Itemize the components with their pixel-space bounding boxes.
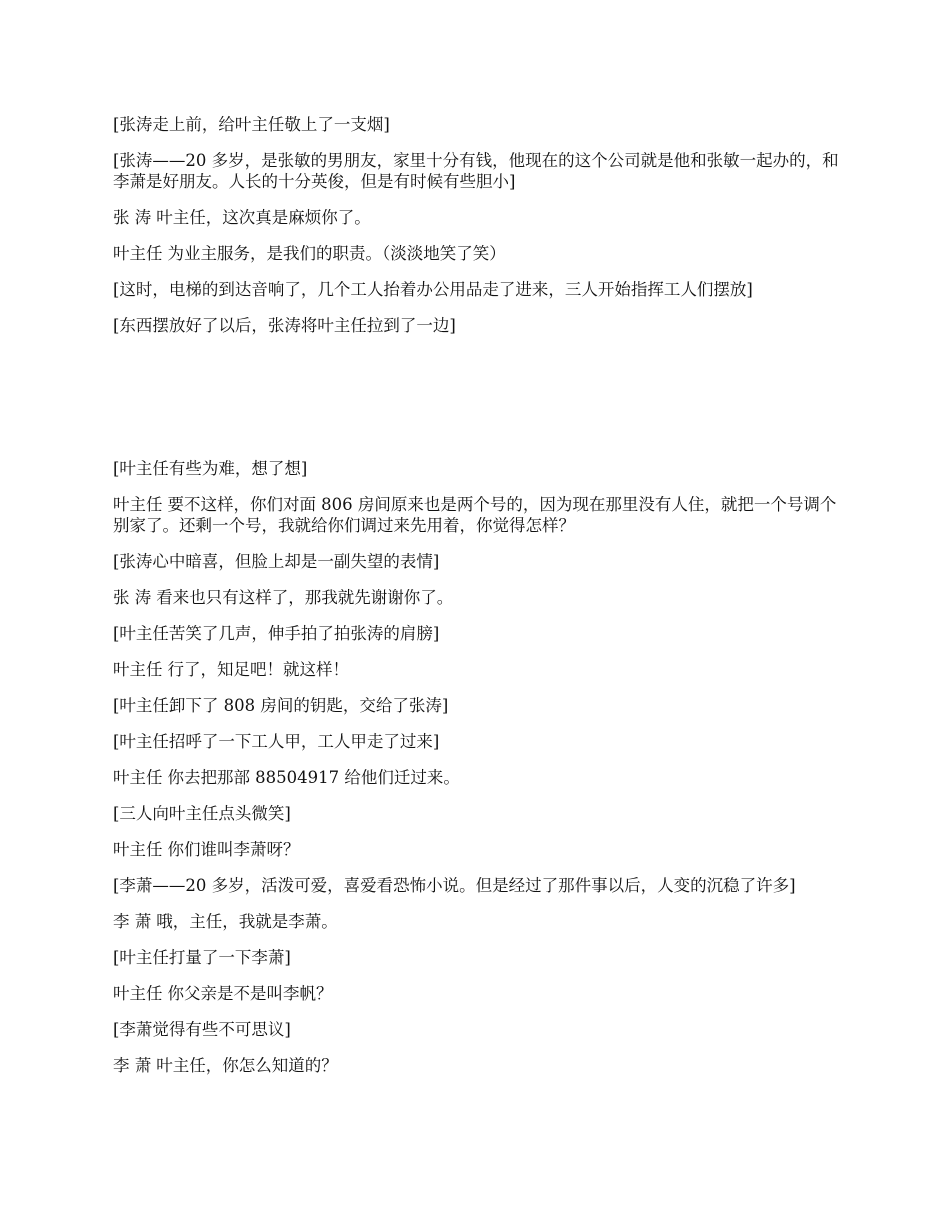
dialogue-line — [113, 839, 839, 860]
stage-direction: [张涛心中暗喜，但脸上却是一副失望的表情] — [113, 552, 440, 571]
dialogue-text: 行了，知足吧！就这样！ — [167, 660, 349, 679]
dialogue-text: 你们谁叫李萧呀？ — [167, 840, 300, 859]
dialogue-line — [113, 767, 839, 788]
dialogue-line — [113, 1055, 839, 1076]
dialogue-text: 你父亲是不是叫李帆？ — [167, 984, 333, 1003]
stage-direction: [东西摆放好了以后，张涛将叶主任拉到了一边] — [113, 316, 456, 335]
stage-direction: [叶主任卸下了 808 房间的钥匙，交给了张涛] — [113, 696, 449, 715]
dialogue-text: 为业主服务，是我们的职责。（淡淡地笑了笑） — [167, 244, 506, 263]
speaker-name: 叶主任 — [113, 660, 163, 679]
dialogue-text: 叶主任，这次真是麻烦你了。 — [156, 208, 371, 227]
script-section-2 — [113, 458, 839, 1091]
dialogue-line — [113, 494, 839, 536]
dialogue-line — [113, 587, 839, 608]
script-section-1 — [113, 114, 839, 351]
dialogue-line — [113, 243, 839, 264]
speaker-name: 李 萧 — [113, 1056, 152, 1075]
speaker-name: 叶主任 — [113, 495, 163, 514]
speaker-name: 李 萧 — [113, 912, 152, 931]
stage-direction: [叶主任有些为难，想了想] — [113, 459, 308, 478]
stage-direction: [叶主任苦笑了几声，伸手拍了拍张涛的肩膀] — [113, 624, 440, 643]
speaker-name: 张 涛 — [113, 208, 152, 227]
dialogue-text: 要不这样，你们对面 806 房间原来也是两个号的，因为现在那里没有人住，就把一个号调个别家了。还剩一个号，我就给你们调过来先用着，你觉得怎样？ — [113, 495, 837, 535]
dialogue-text: 看来也只有这样了，那我就先谢谢你了。 — [156, 588, 454, 607]
stage-direction: [李萧——20 多岁，活泼可爱，喜爱看恐怖小说。但是经过了那件事以后，人变的沉稳了许多] — [113, 876, 796, 895]
stage-direction: [这时，电梯的到达音响了，几个工人抬着办公用品走了进来，三人开始指挥工人们摆放] — [113, 280, 753, 299]
dialogue-text: 哦，主任，我就是李萧。 — [156, 912, 338, 931]
dialogue-line — [113, 659, 839, 680]
speaker-name: 叶主任 — [113, 984, 163, 1003]
dialogue-line — [113, 983, 839, 1004]
dialogue-line — [113, 207, 839, 228]
stage-direction: [张涛——20 多岁，是张敏的男朋友，家里十分有钱，他现在的这个公司就是他和张敏一起办的，和李萧是好朋友。人长的十分英俊，但是有时候有些胆小] — [113, 151, 839, 191]
speaker-name: 叶主任 — [113, 840, 163, 859]
dialogue-text: 叶主任，你怎么知道的？ — [156, 1056, 338, 1075]
speaker-name: 张 涛 — [113, 588, 152, 607]
stage-direction: [李萧觉得有些不可思议] — [113, 1020, 291, 1039]
stage-direction: [叶主任招呼了一下工人甲，工人甲走了过来] — [113, 732, 440, 751]
stage-direction: [张涛走上前，给叶主任敬上了一支烟] — [113, 115, 390, 134]
speaker-name: 叶主任 — [113, 768, 163, 787]
speaker-name: 叶主任 — [113, 244, 163, 263]
dialogue-line — [113, 911, 839, 932]
stage-direction: [三人向叶主任点头微笑] — [113, 804, 291, 823]
dialogue-text: 你去把那部 88504917 给他们迁过来。 — [167, 768, 460, 787]
stage-direction: [叶主任打量了一下李萧] — [113, 948, 291, 967]
